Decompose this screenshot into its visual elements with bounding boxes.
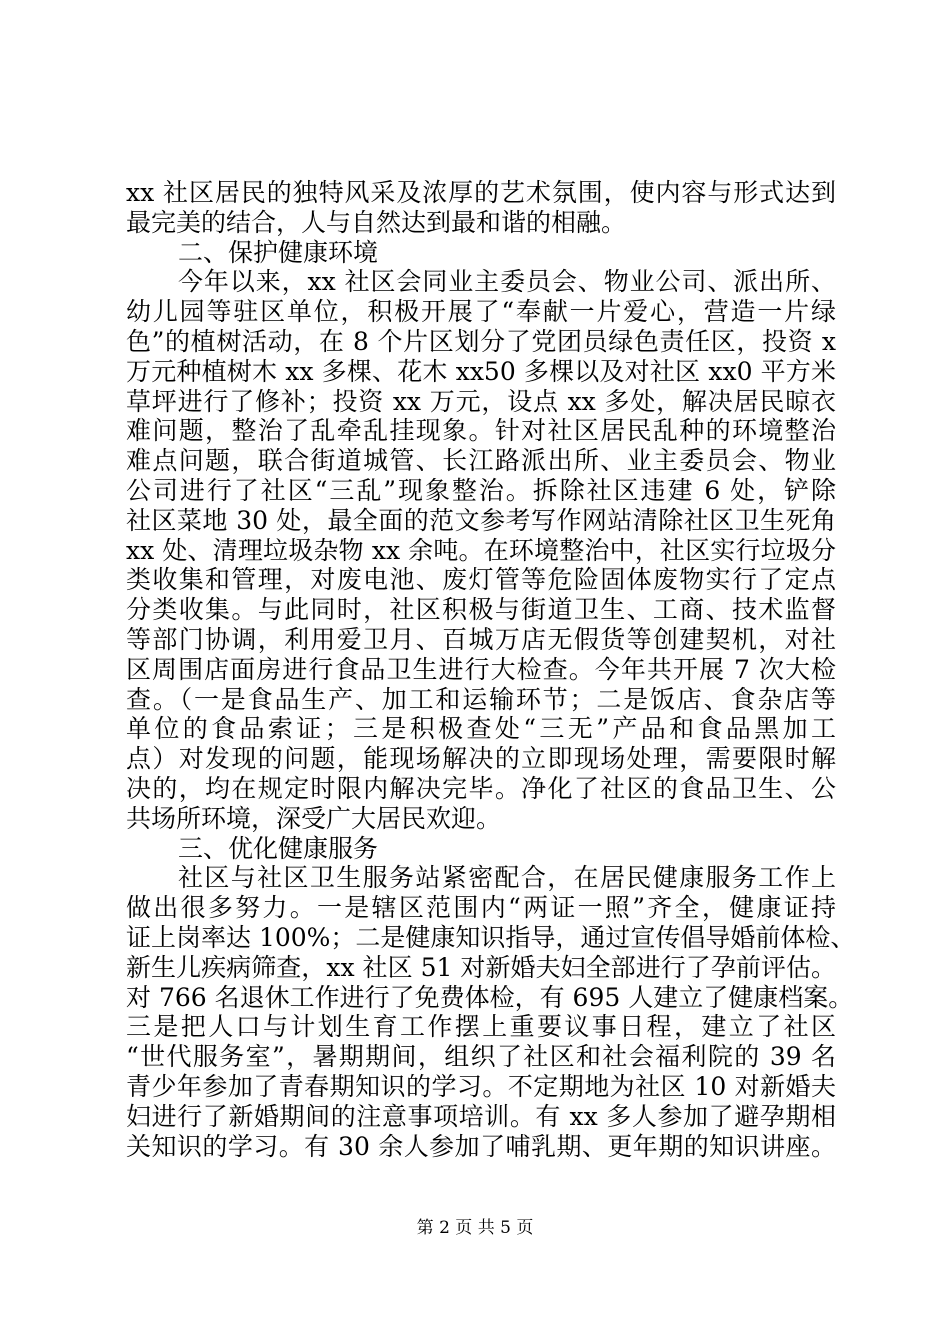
paragraph-line: 决的，均在规定时限内解决完毕。净化了社区的食品卫生、公 <box>126 773 836 803</box>
paragraph-line: “世代服务室”，暑期期间，组织了社区和社会福利院的 39 名 <box>126 1042 836 1072</box>
page-number-footer: 第 2 页 共 5 页 <box>416 1218 534 1238</box>
section-heading-2: 二、保护健康环境 <box>178 237 379 267</box>
paragraph-line: 分类收集。与此同时，社区积极与街道卫生、工商、技术监督 <box>126 595 836 625</box>
paragraph-line: 单位的食品索证；三是积极查处“三无”产品和食品黑加工 <box>126 714 836 744</box>
paragraph-line: 难问题，整治了乱牵乱挂现象。针对社区居民乱种的环境整治 <box>126 416 836 446</box>
paragraph-line: 三是把人口与计划生育工作摆上重要议事日程，建立了社区 <box>126 1012 836 1042</box>
paragraph-line: 点）对发现的问题，能现场解决的立即现场处理，需要限时解 <box>126 744 836 774</box>
paragraph-line: 新生儿疾病筛查，xx 社区 51 对新婚夫妇全部进行了孕前评估。 <box>126 952 836 982</box>
paragraph-line: 公司进行了社区“三乱”现象整治。拆除社区违建 6 处，铲除 <box>126 475 836 505</box>
paragraph-line: 共场所环境，深受广大居民欢迎。 <box>126 803 502 833</box>
paragraph-line: 做出很多努力。一是辖区范围内“两证一照”齐全，健康证持 <box>126 893 836 923</box>
paragraph-line: 色”的植树活动，在 8 个片区划分了党团员绿色责任区，投资 x <box>126 326 836 356</box>
paragraph-line: 等部门协调，利用爱卫月、百城万店无假货等创建契机，对社 <box>126 624 836 654</box>
paragraph-line: 区周围店面房进行食品卫生进行大检查。今年共开展 7 次大检 <box>126 654 836 684</box>
paragraph-line: 社区菜地 30 处，最全面的范文参考写作网站清除社区卫生死角 <box>126 505 836 535</box>
paragraph-line: 关知识的学习。有 30 余人参加了哺乳期、更年期的知识讲座。 <box>126 1131 836 1161</box>
section-heading-3: 三、优化健康服务 <box>178 833 379 863</box>
paragraph-line: 查。（一是食品生产、加工和运输环节；二是饭店、食杂店等 <box>126 684 836 714</box>
paragraph-line: xx 处、清理垃圾杂物 xx 余吨。在环境整治中，社区实行垃圾分 <box>126 535 836 565</box>
paragraph-line: 妇进行了新婚期间的注意事项培训。有 xx 多人参加了避孕期相 <box>126 1101 836 1131</box>
paragraph-line: 类收集和管理，对废电池、废灯管等危险固体废物实行了定点 <box>126 565 836 595</box>
paragraph-line: 今年以来，xx 社区会同业主委员会、物业公司、派出所、 <box>178 267 836 297</box>
paragraph-line: 对 766 名退休工作进行了免费体检，有 695 人建立了健康档案。 <box>126 982 854 1012</box>
paragraph-line: 幼儿园等驻区单位，积极开展了“奉献一片爱心，营造一片绿 <box>126 297 836 327</box>
paragraph-line: 证上岗率达 100%；二是健康知识指导，通过宣传倡导婚前体检、 <box>126 922 856 952</box>
paragraph-line: 难点问题，联合街道城管、长江路派出所、业主委员会、物业 <box>126 446 836 476</box>
paragraph-line: 最完美的结合，人与自然达到最和谐的相融。 <box>126 207 627 237</box>
paragraph-line: 草坪进行了修补；投资 xx 万元，设点 xx 多处，解决居民晾衣 <box>126 386 836 416</box>
paragraph-line: 万元种植树木 xx 多棵、花木 xx50 多棵以及对社区 xx0 平方米 <box>126 356 836 386</box>
body-text <box>126 178 856 1161</box>
paragraph-line: 青少年参加了青春期知识的学习。不定期地为社区 10 对新婚夫 <box>126 1071 836 1101</box>
paragraph-line: xx 社区居民的独特风采及浓厚的艺术氛围，使内容与形式达到 <box>126 178 836 207</box>
paragraph-line: 社区与社区卫生服务站紧密配合，在居民健康服务工作上 <box>178 863 836 893</box>
